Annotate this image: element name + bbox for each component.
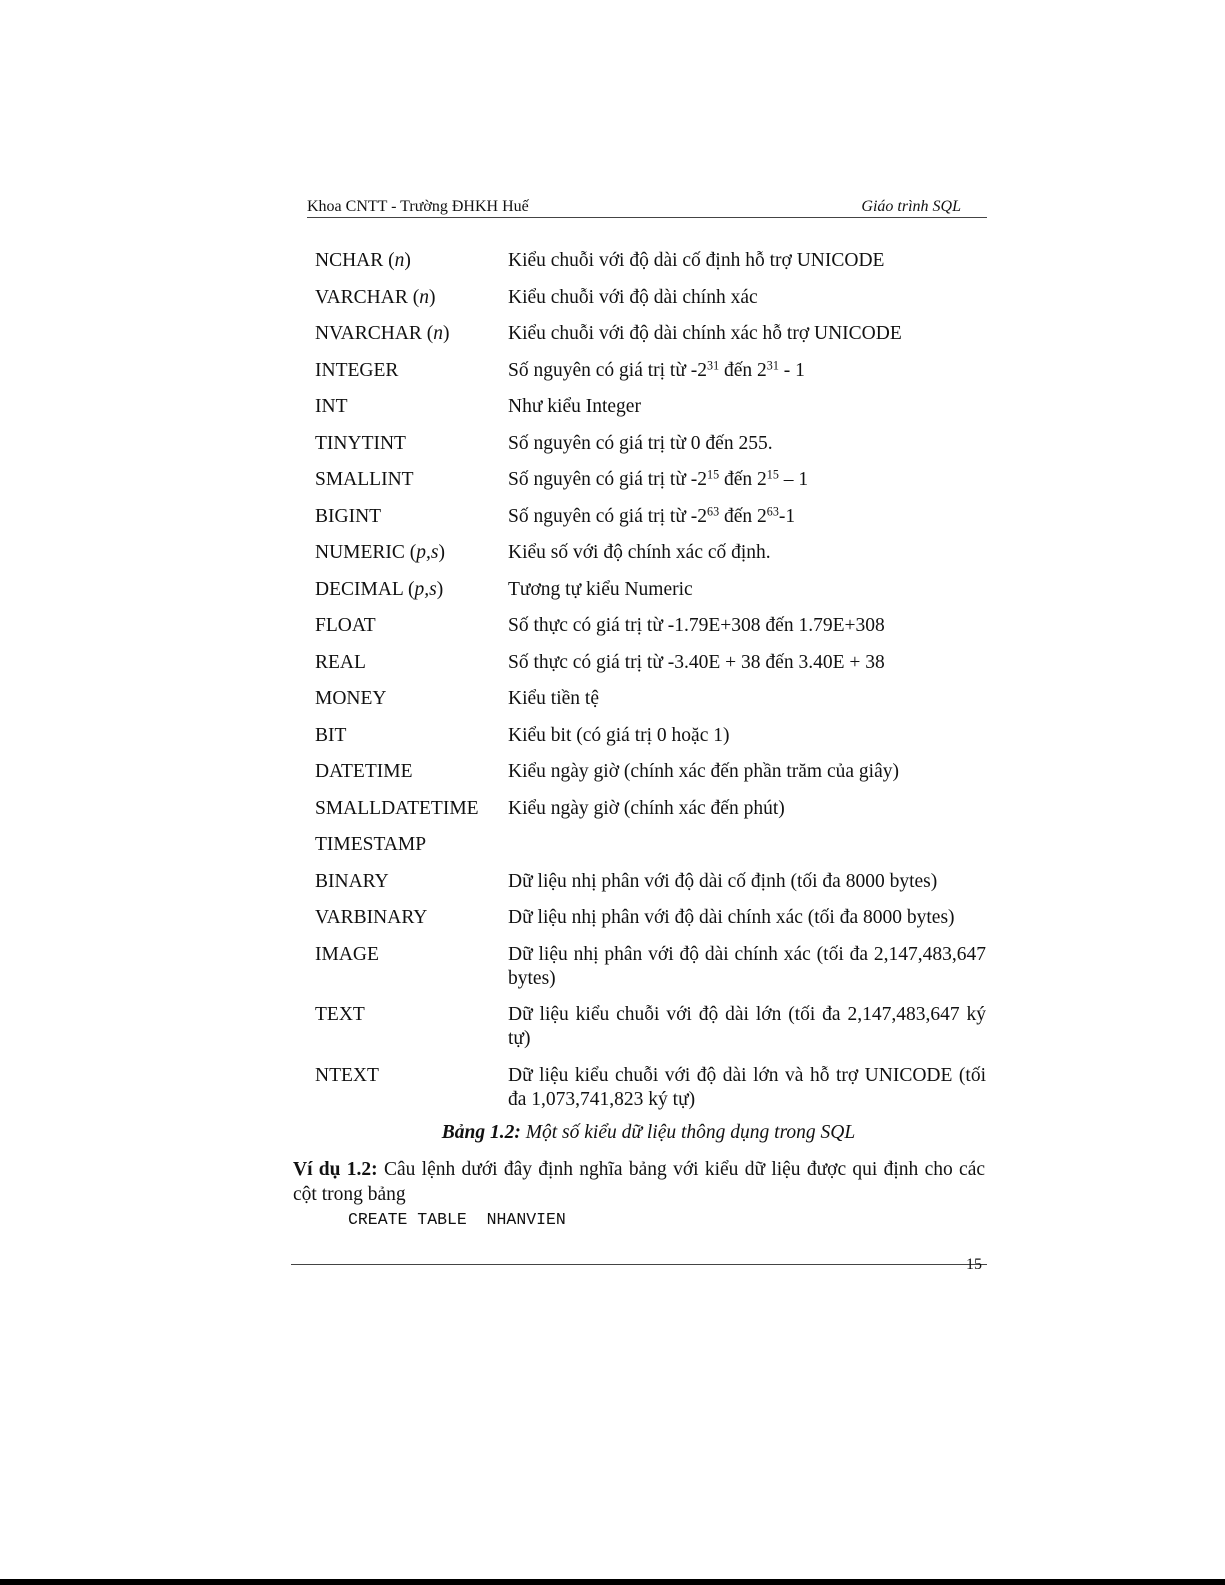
data-type-description: Dữ liệu nhị phân với độ dài chính xác (tối đa 2,147,483,647 bytes) bbox=[508, 943, 986, 989]
data-type-name: INT bbox=[315, 396, 348, 417]
table-row bbox=[315, 578, 995, 602]
data-type-description: Số nguyên có giá trị từ $-2^{63}$ đến $2^{63}-1$ bbox=[508, 503, 796, 527]
data-type-description: Kiểu chuỗi với độ dài cố định hỗ trợ UNICODE bbox=[508, 250, 885, 271]
data-type-name: VARCHAR (n) bbox=[315, 286, 436, 308]
data-type-description: Dữ liệu kiểu chuỗi với độ dài lớn và hỗ trợ UNICODE (tối đa 1,073,741,823 ký tự) bbox=[508, 1064, 986, 1110]
table-row bbox=[315, 906, 995, 930]
table-row bbox=[315, 1003, 995, 1051]
table-row bbox=[315, 943, 995, 991]
table-row bbox=[315, 286, 995, 310]
table-row bbox=[315, 687, 995, 711]
data-type-name: INTEGER bbox=[315, 359, 399, 381]
data-type-name: BINARY bbox=[315, 870, 389, 892]
data-type-name: SMALLDATETIME bbox=[315, 797, 479, 819]
data-type-name: REAL bbox=[315, 651, 366, 673]
data-type-description: Tương tự kiểu Numeric bbox=[508, 578, 693, 600]
scan-edge-bar bbox=[0, 1579, 1225, 1585]
data-type-description: Kiểu chuỗi với độ dài chính xác hỗ trợ UNICODE bbox=[508, 323, 902, 344]
data-type-param: (n) bbox=[412, 286, 436, 308]
table-row bbox=[315, 468, 995, 492]
header-book-title: Giáo trình SQL bbox=[861, 198, 961, 215]
data-type-name: BIT bbox=[315, 724, 347, 746]
data-type-description bbox=[508, 833, 986, 857]
data-type-name: DECIMAL (p,s) bbox=[315, 578, 444, 600]
data-type-name: TINYTINT bbox=[315, 432, 406, 454]
data-type-name: NUMERIC (p,s) bbox=[315, 542, 446, 563]
table-row bbox=[315, 614, 995, 638]
data-type-param: (n) bbox=[426, 323, 450, 344]
data-type-name: TIMESTAMP bbox=[315, 834, 427, 855]
data-type-name: IMAGE bbox=[315, 943, 379, 965]
table-row bbox=[315, 724, 995, 748]
data-type-name: VARBINARY bbox=[315, 907, 428, 928]
table-row bbox=[315, 541, 995, 565]
example-paragraph bbox=[293, 1157, 985, 1207]
data-type-name: DATETIME bbox=[315, 761, 413, 782]
data-type-description: Kiểu chuỗi với độ dài chính xác bbox=[508, 286, 758, 308]
data-type-name: BIGINT bbox=[315, 505, 382, 527]
table-row bbox=[315, 359, 995, 383]
example-text: Câu lệnh dưới đây định nghĩa bảng với kiểu dữ liệu được qui định cho các cột trong bảng bbox=[293, 1159, 986, 1205]
data-type-param: (n) bbox=[388, 250, 411, 271]
table-row bbox=[315, 760, 995, 784]
data-type-description: Kiểu tiền tệ bbox=[508, 688, 599, 709]
data-type-name: SMALLINT bbox=[315, 469, 414, 490]
table-row bbox=[315, 651, 995, 675]
table-row bbox=[315, 505, 995, 529]
data-type-description: Như kiểu Integer bbox=[508, 396, 641, 417]
table-caption bbox=[0, 1122, 1225, 1144]
table-row bbox=[315, 432, 995, 456]
data-type-description: Kiểu bit (có giá trị 0 hoặc 1) bbox=[508, 724, 730, 746]
data-type-description: Số nguyên có giá trị từ $-2^{31}$ đến $2^{31} - 1$ bbox=[508, 357, 805, 381]
caption-label: Bảng 1.2: bbox=[441, 1122, 521, 1143]
table-row bbox=[315, 797, 995, 821]
data-type-description: Dữ liệu nhị phân với độ dài chính xác (tối đa 8000 bytes) bbox=[508, 907, 955, 928]
table-row bbox=[315, 249, 995, 273]
data-type-param: (p,s) bbox=[407, 578, 444, 600]
data-type-param: (p,s) bbox=[409, 542, 446, 563]
data-type-description: Số nguyên có giá trị từ 0 đến 255. bbox=[508, 432, 773, 454]
data-type-description: Số thực có giá trị từ -3.40E + 38 đến 3.40E + 38 bbox=[508, 651, 885, 673]
table-row bbox=[315, 833, 995, 857]
header-divider bbox=[307, 217, 987, 218]
table-row bbox=[315, 395, 995, 419]
code-line: CREATE TABLE NHANVIEN bbox=[348, 1210, 566, 1229]
example-label: Ví dụ 1.2: bbox=[293, 1159, 378, 1180]
table-row bbox=[315, 1064, 995, 1112]
header-institution: Khoa CNTT - Trường ĐHKH Huế bbox=[307, 198, 529, 215]
data-type-description: Dữ liệu kiểu chuỗi với độ dài lớn (tối đa 2,147,483,647 ký tự) bbox=[508, 1004, 986, 1049]
data-type-description: Kiểu ngày giờ (chính xác đến phút) bbox=[508, 797, 785, 819]
data-type-table bbox=[315, 249, 995, 1124]
data-type-name: FLOAT bbox=[315, 615, 376, 636]
data-type-name: NVARCHAR (n) bbox=[315, 323, 450, 344]
data-type-description: Số thực có giá trị từ -1.79E+308 đến 1.79E+308 bbox=[508, 615, 885, 636]
data-type-description: Kiểu ngày giờ (chính xác đến phần trăm của giây) bbox=[508, 761, 899, 782]
data-type-name: NCHAR (n) bbox=[315, 250, 411, 271]
footer-divider bbox=[291, 1264, 987, 1265]
page-number: 15 bbox=[966, 1256, 982, 1273]
table-row bbox=[315, 322, 995, 346]
data-type-description: Dữ liệu nhị phân với độ dài cố định (tối đa 8000 bytes) bbox=[508, 870, 938, 892]
data-type-name: NTEXT bbox=[315, 1064, 379, 1086]
data-type-description: Số nguyên có giá trị từ $-2^{15}$ đến $2^{15} - 1$ bbox=[508, 467, 809, 490]
table-row bbox=[315, 870, 995, 894]
data-type-description: Kiểu số với độ chính xác cố định. bbox=[508, 542, 771, 563]
data-type-name: MONEY bbox=[315, 688, 387, 709]
data-type-name: TEXT bbox=[315, 1004, 365, 1025]
caption-text: Một số kiểu dữ liệu thông dụng trong SQL bbox=[520, 1122, 856, 1143]
